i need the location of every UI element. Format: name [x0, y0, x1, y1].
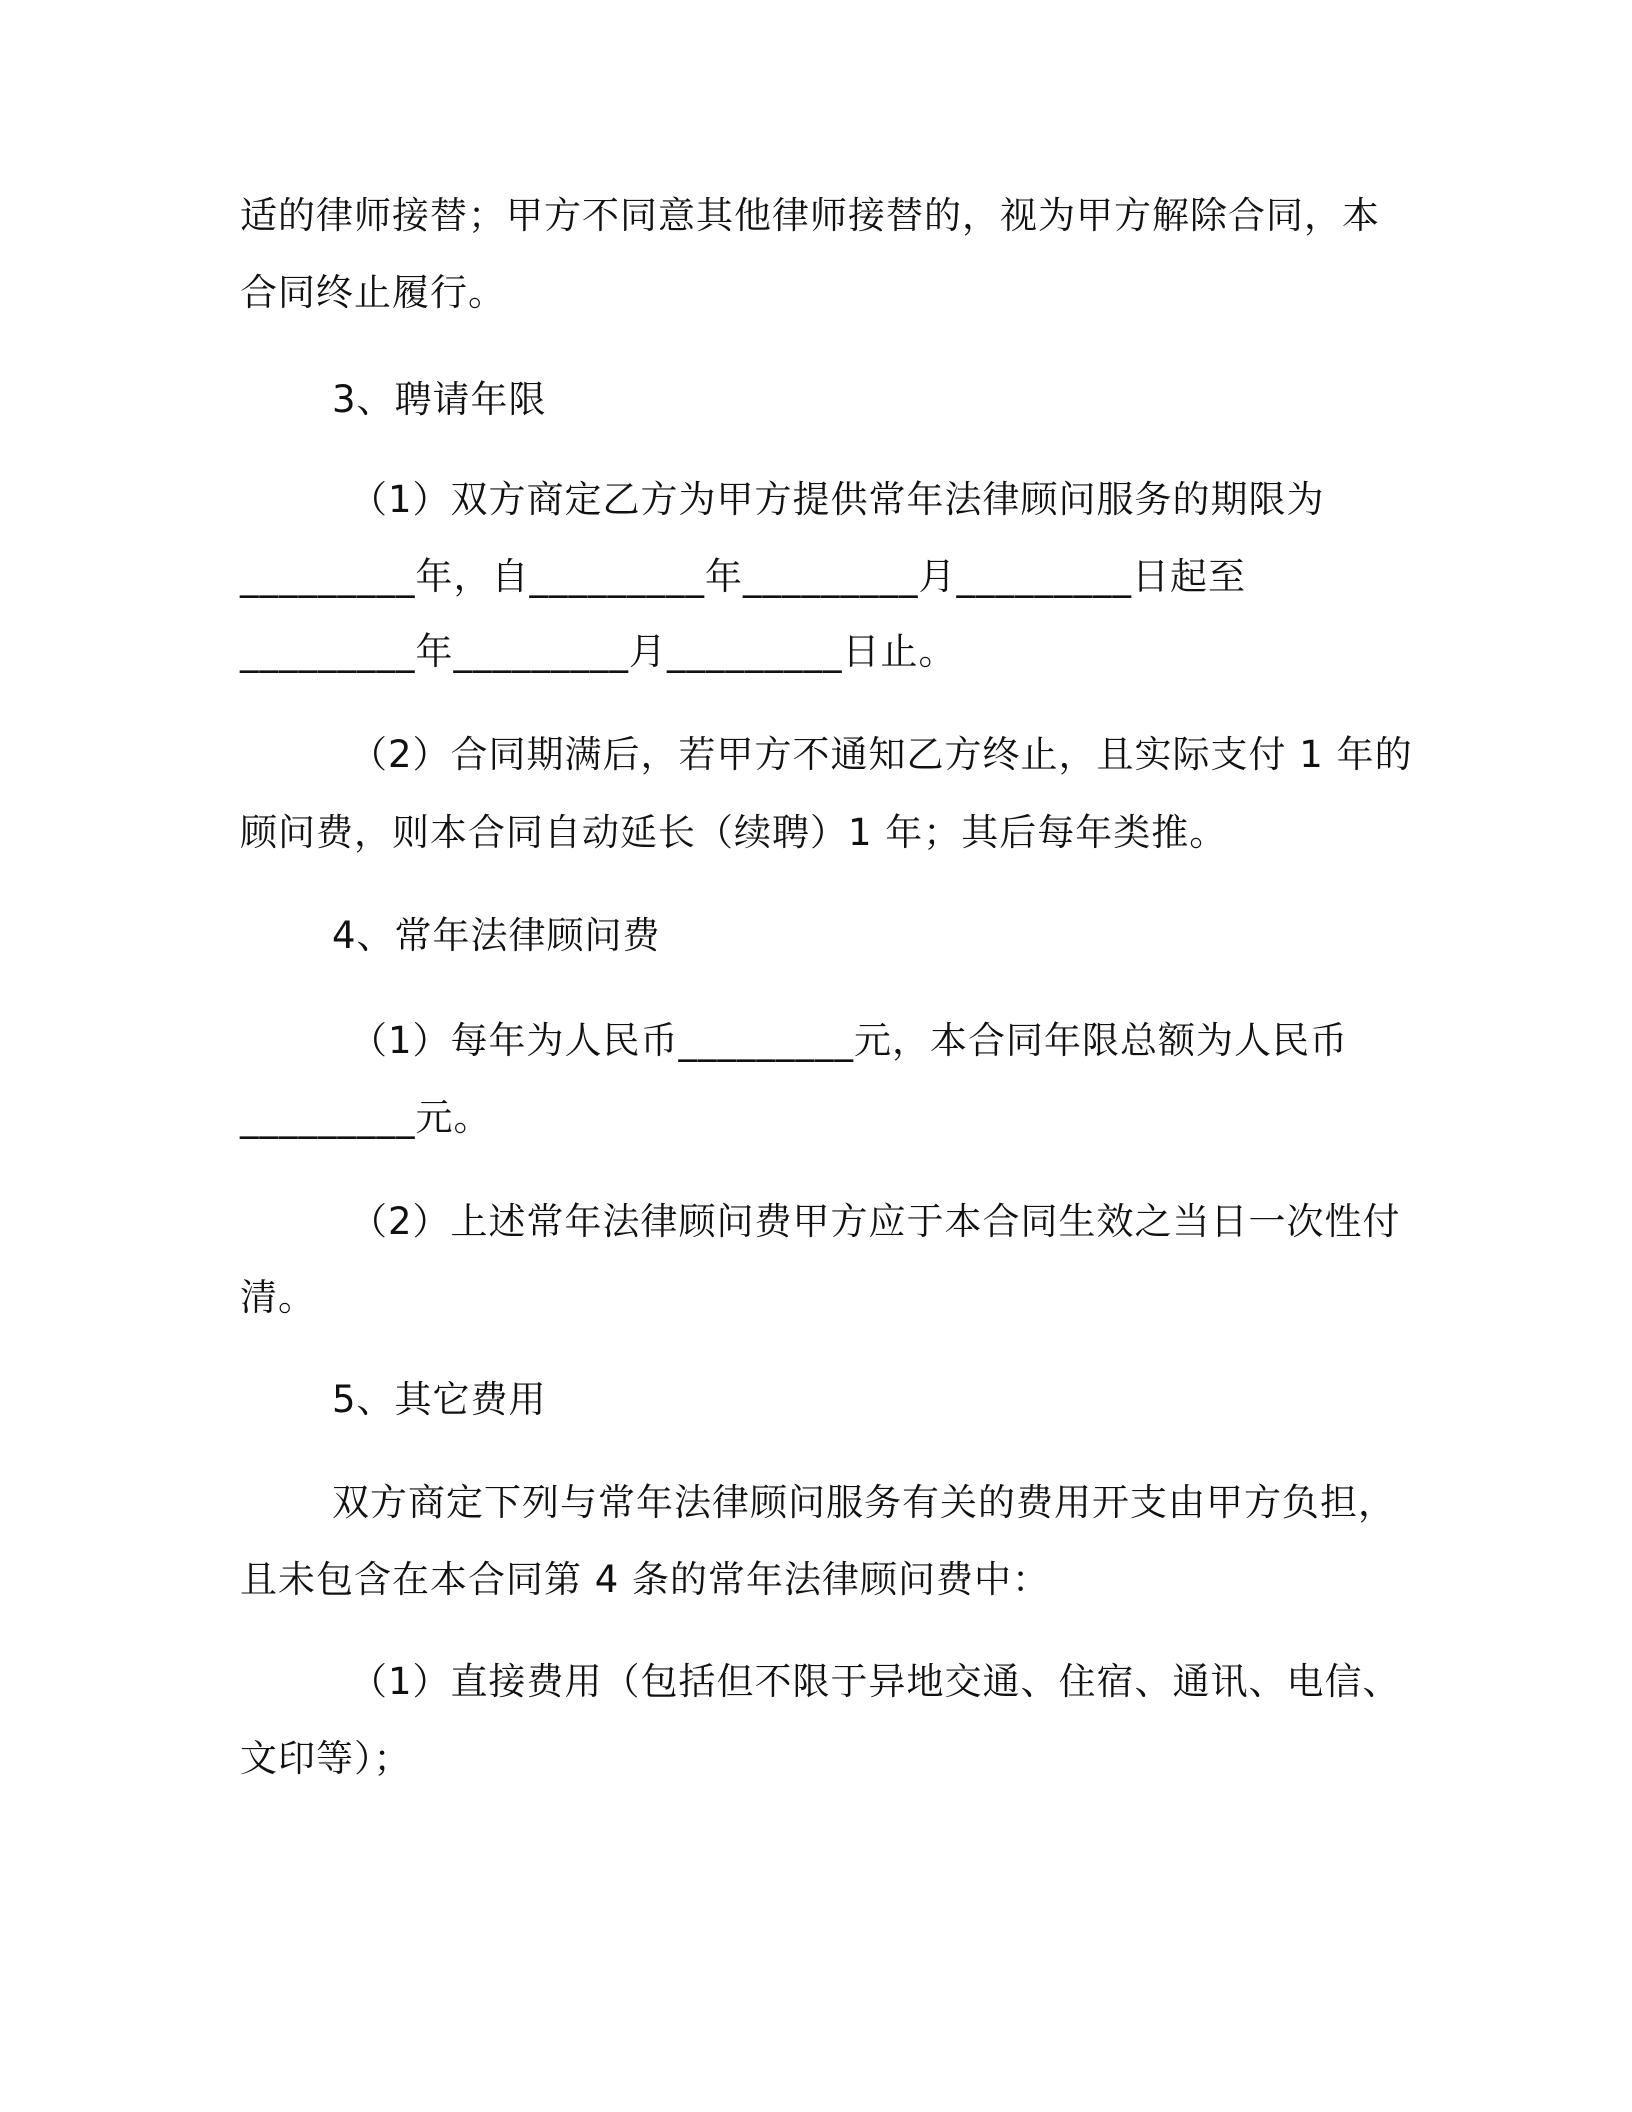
clause-5-1-line-1: （1）直接费用（包括但不限于异地交通、住宿、通讯、电信、: [350, 1660, 1401, 1703]
section-heading-4: 4、常年法律顾问费: [332, 914, 661, 957]
clause-4-1-line-2: _________元。: [240, 1096, 492, 1139]
clause-5-1-line-2: 文印等）；: [240, 1737, 412, 1780]
clause-3-1-line-3: _________年_________月_________日止。: [240, 630, 957, 673]
clause-4-2-line-1: （2）上述常年法律顾问费甲方应于本合同生效之当日一次性付: [350, 1200, 1401, 1243]
clause-4-1-line-1: （1）每年为人民币_________元，本合同年限总额为人民币: [350, 1019, 1349, 1062]
section-5-paragraph-line-1: 双方商定下列与常年法律顾问服务有关的费用开支由甲方负担，: [332, 1481, 1396, 1524]
clause-2-text-line-2: 合同终止履行。: [240, 271, 506, 314]
clause-2-text-line-1: 适的律师接替；甲方不同意其他律师接替的，视为甲方解除合同，本: [240, 194, 1380, 237]
section-heading-3: 3、聘请年限: [332, 378, 547, 421]
clause-3-1-line-1: （1）双方商定乙方为甲方提供常年法律顾问服务的期限为: [350, 478, 1325, 521]
clause-3-2-line-1: （2）合同期满后，若甲方不通知乙方终止，且实际支付 1 年的: [350, 733, 1413, 776]
clause-4-2-line-2: 清。: [240, 1276, 316, 1319]
clause-3-2-line-2: 顾问费，则本合同自动延长（续聘）1 年；其后每年类推。: [240, 811, 1228, 854]
section-heading-5: 5、其它费用: [332, 1378, 547, 1421]
clause-3-1-line-2: _________年，自_________年_________月_________日起至: [240, 555, 1246, 598]
section-5-paragraph-line-2: 且未包含在本合同第 4 条的常年法律顾问费中：: [240, 1558, 1051, 1601]
